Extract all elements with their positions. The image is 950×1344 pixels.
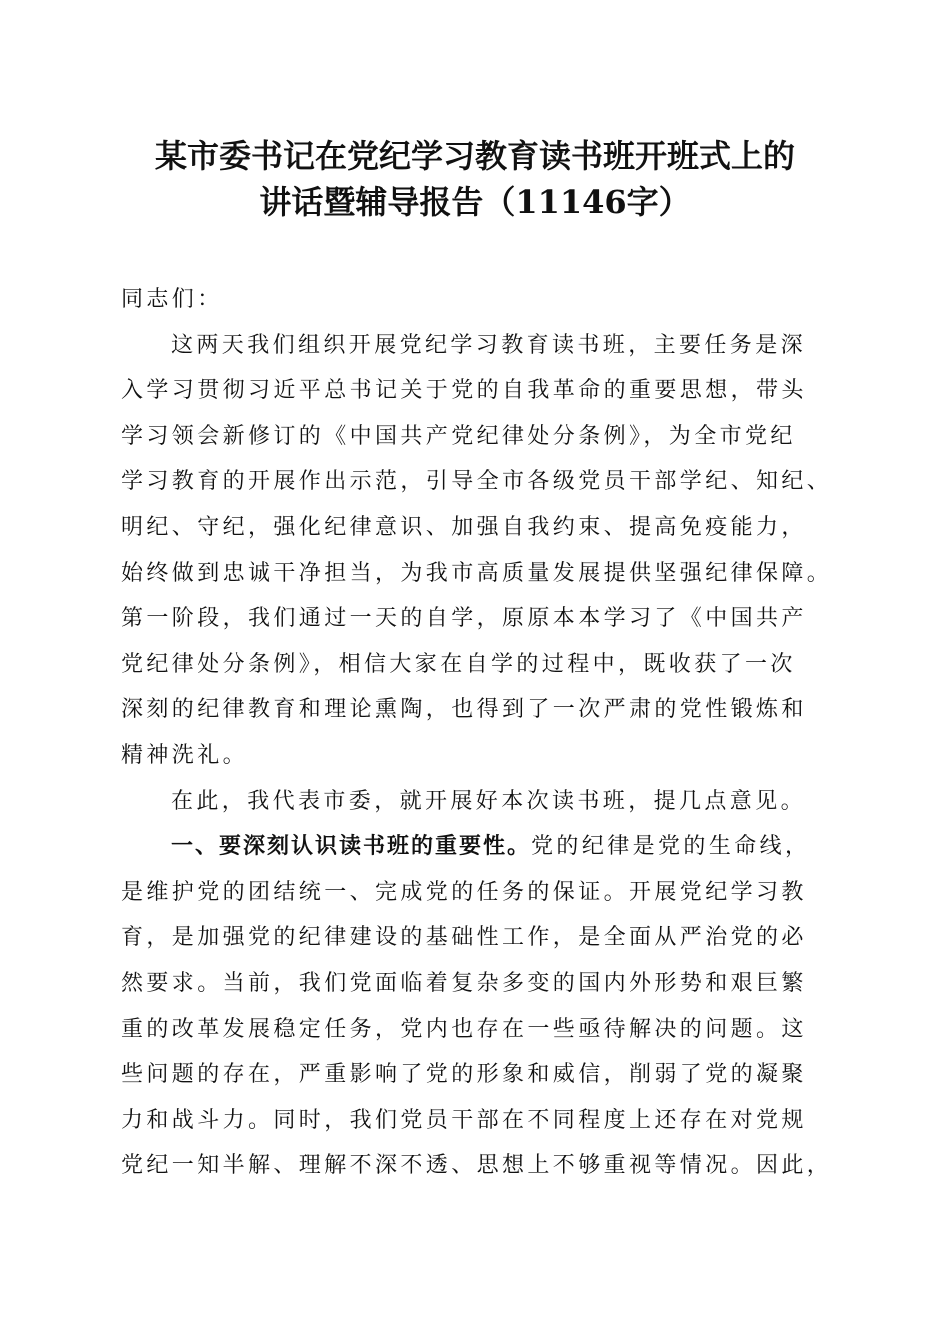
- document-body: [121, 277, 841, 1189]
- paragraph-line: 育，是加强党的纪律建设的基础性工作，是全面从严治党的必: [121, 925, 807, 951]
- paragraph-line: 入学习贯彻习近平总书记关于党的自我革命的重要思想，带头: [121, 378, 807, 404]
- paragraph-line: 党纪律处分条例》，相信大家在自学的过程中，既收获了一次: [121, 651, 796, 677]
- paragraph-line: 是维护党的团结统一、完成党的任务的保证。开展党纪学习教: [121, 879, 807, 905]
- salutation: 同志们：: [121, 287, 223, 312]
- paragraph-line: 第一阶段，我们通过一天的自学，原原本本学习了《中国共产: [121, 606, 807, 632]
- paragraph-line: 些问题的存在，严重影响了党的形象和威信，削弱了党的凝聚: [121, 1062, 807, 1088]
- section-1-first-line: [121, 824, 841, 870]
- paragraph-line: 明纪、守纪，强化纪律意识、加强自我约束、提高免疫能力，: [121, 514, 807, 540]
- title-line-1: 某市委书记在党纪学习教育读书班开班式上的: [154, 137, 795, 175]
- paragraph-line: 力和战斗力。同时，我们党员干部在不同程度上还存在对党规: [121, 1107, 807, 1133]
- title-line-2: 讲话暨辅导报告（11146字）: [259, 183, 691, 221]
- paragraph-line: 重的改革发展稳定任务，党内也存在一些亟待解决的问题。这: [121, 1016, 807, 1042]
- section-1: [121, 824, 841, 1189]
- paragraph-line: 然要求。当前，我们党面临着复杂多变的国内外形势和艰巨繁: [121, 970, 807, 996]
- paragraph-2: 在此，我代表市委，就开展好本次读书班，提几点意见。: [171, 788, 807, 814]
- paragraph-line: 党纪一知半解、理解不深不透、思想上不够重视等情况。因此，: [121, 1153, 833, 1179]
- paragraph-line: 这两天我们组织开展党纪学习教育读书班，主要任务是深: [171, 332, 807, 358]
- paragraph-line: 精神洗礼。: [121, 742, 249, 768]
- section-1-heading: 一、要深刻认识读书班的重要性。: [171, 833, 532, 860]
- paragraph-line: 深刻的纪律教育和理论熏陶，也得到了一次严肃的党性锻炼和: [121, 697, 807, 723]
- paragraph-line: 学习教育的开展作出示范，引导全市各级党员干部学纪、知纪、: [121, 469, 833, 495]
- document-title: [100, 133, 850, 225]
- paragraph-line: 始终做到忠诚干净担当，为我市高质量发展提供坚强纪律保障。: [121, 560, 833, 586]
- paragraph-line: 学习领会新修订的《中国共产党纪律处分条例》，为全市党纪: [121, 423, 796, 449]
- section-1-first-line-text: 党的纪律是党的生命线，: [531, 834, 811, 860]
- paragraph-1: [121, 323, 841, 779]
